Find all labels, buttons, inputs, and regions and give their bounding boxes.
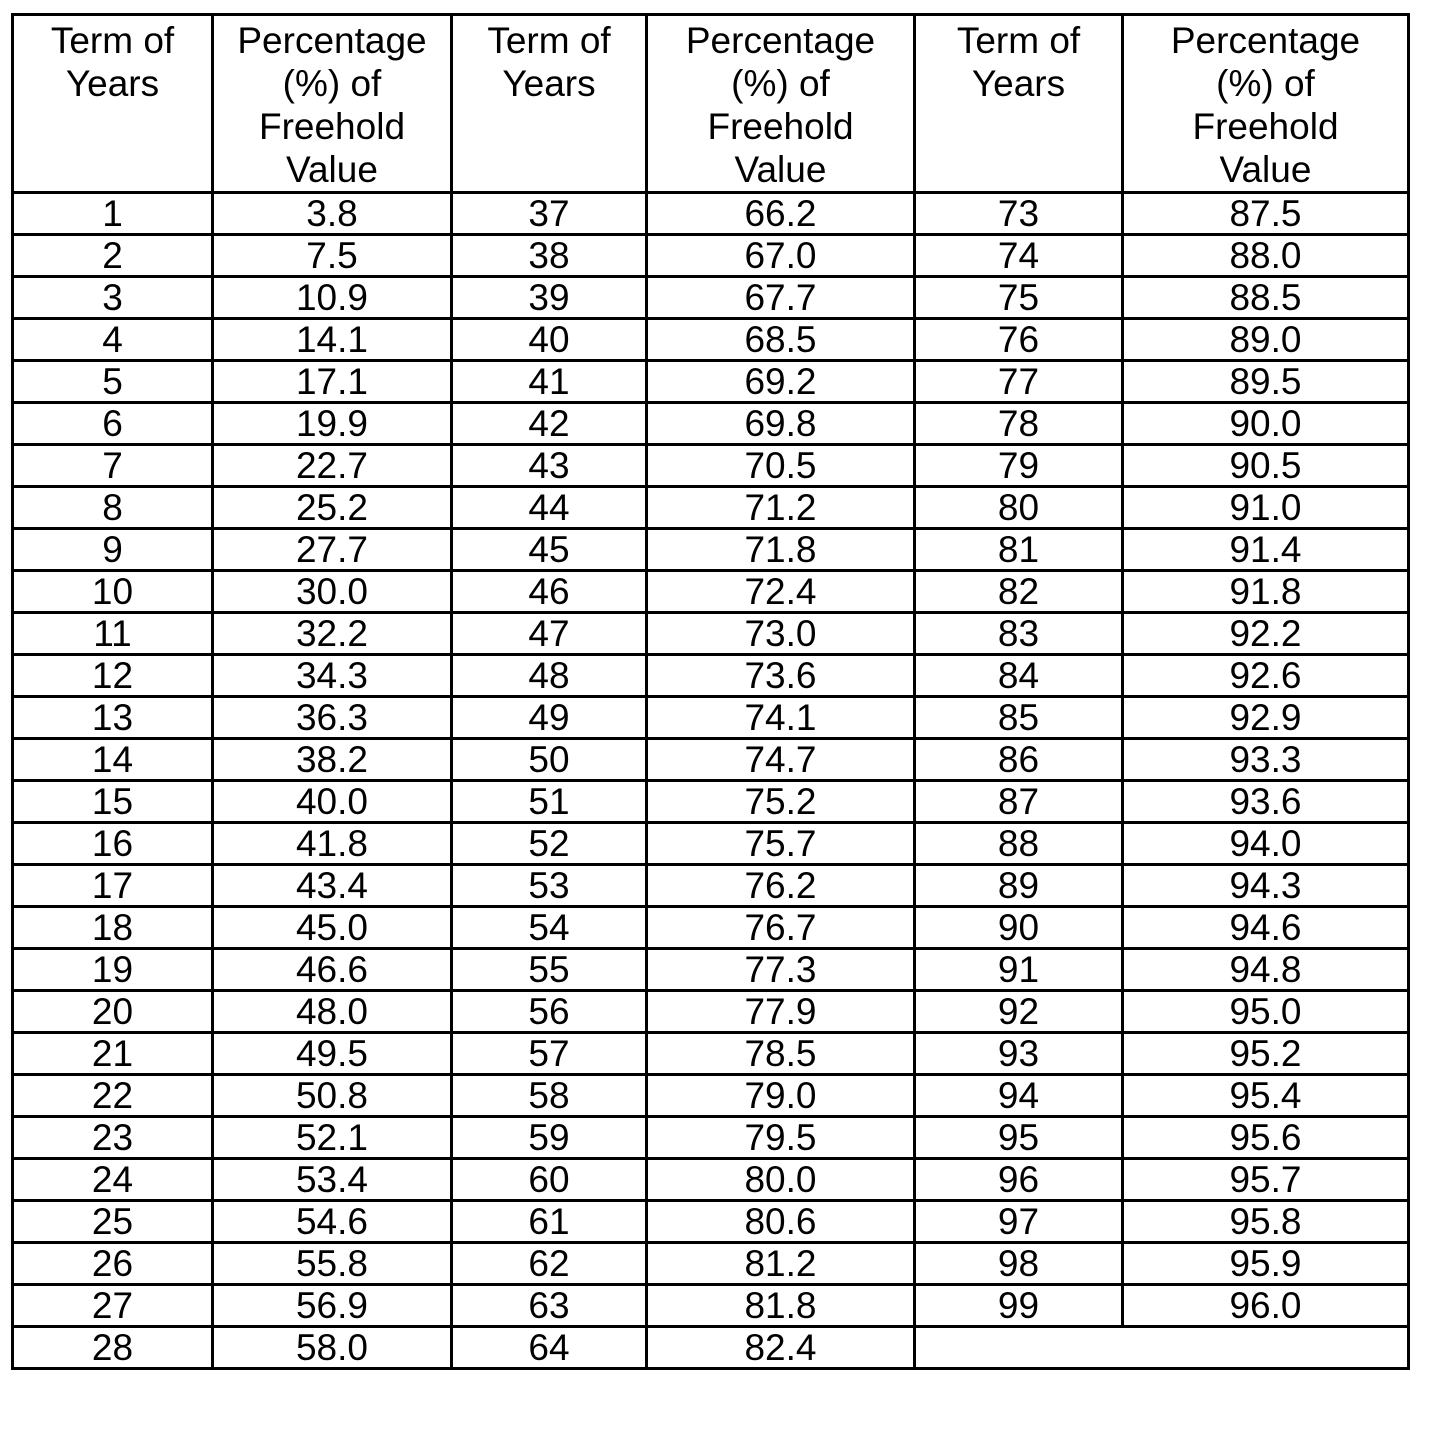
- percentage-cell: 89.0: [1123, 319, 1409, 361]
- header-line: Freehold: [707, 106, 854, 147]
- term-cell: 39: [452, 277, 647, 319]
- percentage-cell: 56.9: [213, 1285, 452, 1327]
- table-row: [13, 1243, 1409, 1285]
- term-cell: 23: [13, 1117, 213, 1159]
- term-cell: 5: [13, 361, 213, 403]
- header-line: Freehold: [1192, 106, 1339, 147]
- table-row: [13, 697, 1409, 739]
- percentage-cell: 90.0: [1123, 403, 1409, 445]
- percentage-cell: 76.2: [647, 865, 915, 907]
- header-line: Years: [502, 63, 596, 104]
- term-cell: 87: [915, 781, 1123, 823]
- percentage-cell: 74.1: [647, 697, 915, 739]
- percentage-cell: 81.8: [647, 1285, 915, 1327]
- percentage-cell: 94.8: [1123, 949, 1409, 991]
- percentage-cell: 94.6: [1123, 907, 1409, 949]
- table-row: [13, 823, 1409, 865]
- percentage-cell: 43.4: [213, 865, 452, 907]
- column-header-percentage-of-freehold-value: [1123, 15, 1409, 193]
- term-cell: 43: [452, 445, 647, 487]
- term-cell: 76: [915, 319, 1123, 361]
- term-cell: 4: [13, 319, 213, 361]
- percentage-cell: 88.5: [1123, 277, 1409, 319]
- term-cell: 21: [13, 1033, 213, 1075]
- term-cell: 86: [915, 739, 1123, 781]
- percentage-cell: 41.8: [213, 823, 452, 865]
- percentage-cell: 10.9: [213, 277, 452, 319]
- percentage-cell: 93.3: [1123, 739, 1409, 781]
- percentage-cell: 92.6: [1123, 655, 1409, 697]
- term-cell: 40: [452, 319, 647, 361]
- percentage-cell: 14.1: [213, 319, 452, 361]
- percentage-cell: 95.0: [1123, 991, 1409, 1033]
- table-row: [13, 193, 1409, 235]
- header-line: Years: [971, 63, 1066, 104]
- term-cell: 82: [915, 571, 1123, 613]
- percentage-cell: 80.6: [647, 1201, 915, 1243]
- column-header-percentage-of-freehold-value: [213, 15, 452, 193]
- percentage-cell: 73.6: [647, 655, 915, 697]
- percentage-cell: 94.3: [1123, 865, 1409, 907]
- term-cell: 27: [13, 1285, 213, 1327]
- term-cell: 42: [452, 403, 647, 445]
- term-cell: 38: [452, 235, 647, 277]
- table-row: [13, 319, 1409, 361]
- percentage-cell: 25.2: [213, 487, 452, 529]
- term-cell: 59: [452, 1117, 647, 1159]
- table-row: [13, 235, 1409, 277]
- percentage-cell: 22.7: [213, 445, 452, 487]
- term-cell: 74: [915, 235, 1123, 277]
- column-header-term-of-years: [915, 15, 1123, 193]
- term-cell: 26: [13, 1243, 213, 1285]
- header-line: Term of: [956, 20, 1081, 61]
- percentage-cell: 95.9: [1123, 1243, 1409, 1285]
- percentage-cell: 90.5: [1123, 445, 1409, 487]
- percentage-cell: 38.2: [213, 739, 452, 781]
- percentage-cell: 52.1: [213, 1117, 452, 1159]
- term-cell: 79: [915, 445, 1123, 487]
- term-cell: 83: [915, 613, 1123, 655]
- percentage-cell: 68.5: [647, 319, 915, 361]
- table-row: [13, 865, 1409, 907]
- percentage-cell: 71.2: [647, 487, 915, 529]
- column-header-percentage-of-freehold-value: [647, 15, 915, 193]
- term-cell: 95: [915, 1117, 1123, 1159]
- table-row: [13, 1285, 1409, 1327]
- header-line: Term of: [50, 20, 175, 61]
- term-cell: 50: [452, 739, 647, 781]
- table-body: [13, 193, 1409, 1369]
- column-header-term-of-years: [13, 15, 213, 193]
- term-cell: 91: [915, 949, 1123, 991]
- percentage-cell: 76.7: [647, 907, 915, 949]
- term-cell: 99: [915, 1285, 1123, 1327]
- percentage-cell: 55.8: [213, 1243, 452, 1285]
- term-cell: 77: [915, 361, 1123, 403]
- term-cell: 41: [452, 361, 647, 403]
- table-row: [13, 403, 1409, 445]
- term-cell: 24: [13, 1159, 213, 1201]
- column-header-term-of-years: [452, 15, 647, 193]
- percentage-cell: 58.0: [213, 1327, 452, 1369]
- term-cell: 18: [13, 907, 213, 949]
- percentage-cell: 91.0: [1123, 487, 1409, 529]
- percentage-cell: 27.7: [213, 529, 452, 571]
- table-row: [13, 529, 1409, 571]
- term-cell: 63: [452, 1285, 647, 1327]
- header-line: (%) of: [731, 63, 830, 104]
- percentage-cell: 94.0: [1123, 823, 1409, 865]
- percentage-cell: 82.4: [647, 1327, 915, 1369]
- freehold-value-table: [11, 13, 1410, 1370]
- header-line: Value: [1219, 149, 1312, 190]
- table-row: [13, 1033, 1409, 1075]
- percentage-cell: 48.0: [213, 991, 452, 1033]
- percentage-cell: 7.5: [213, 235, 452, 277]
- term-cell: 93: [915, 1033, 1123, 1075]
- term-cell: 85: [915, 697, 1123, 739]
- table-row: [13, 949, 1409, 991]
- term-cell: 60: [452, 1159, 647, 1201]
- term-cell: 92: [915, 991, 1123, 1033]
- percentage-cell: 78.5: [647, 1033, 915, 1075]
- term-cell: 8: [13, 487, 213, 529]
- header-line: Percentage: [685, 20, 876, 61]
- header-line: Freehold: [258, 106, 406, 147]
- percentage-cell: 77.3: [647, 949, 915, 991]
- term-cell: 73: [915, 193, 1123, 235]
- term-cell: 2: [13, 235, 213, 277]
- percentage-cell: 72.4: [647, 571, 915, 613]
- percentage-cell: 19.9: [213, 403, 452, 445]
- percentage-cell: 46.6: [213, 949, 452, 991]
- term-cell: 16: [13, 823, 213, 865]
- percentage-cell: 77.9: [647, 991, 915, 1033]
- table-row: [13, 1159, 1409, 1201]
- term-cell: 55: [452, 949, 647, 991]
- term-cell: 78: [915, 403, 1123, 445]
- term-cell: 9: [13, 529, 213, 571]
- table-row: [13, 277, 1409, 319]
- term-cell: 17: [13, 865, 213, 907]
- percentage-cell: 91.4: [1123, 529, 1409, 571]
- table-row: [13, 613, 1409, 655]
- term-cell: 81: [915, 529, 1123, 571]
- table-row: [13, 1117, 1409, 1159]
- percentage-cell: 75.2: [647, 781, 915, 823]
- empty-cell: [915, 1327, 1409, 1369]
- term-cell: 53: [452, 865, 647, 907]
- table-row: [13, 1201, 1409, 1243]
- percentage-cell: 34.3: [213, 655, 452, 697]
- table-row: [13, 571, 1409, 613]
- percentage-cell: 66.2: [647, 193, 915, 235]
- term-cell: 45: [452, 529, 647, 571]
- term-cell: 48: [452, 655, 647, 697]
- term-cell: 13: [13, 697, 213, 739]
- percentage-cell: 96.0: [1123, 1285, 1409, 1327]
- term-cell: 58: [452, 1075, 647, 1117]
- term-cell: 49: [452, 697, 647, 739]
- percentage-cell: 36.3: [213, 697, 452, 739]
- term-cell: 37: [452, 193, 647, 235]
- percentage-cell: 91.8: [1123, 571, 1409, 613]
- percentage-cell: 92.9: [1123, 697, 1409, 739]
- percentage-cell: 69.8: [647, 403, 915, 445]
- term-cell: 44: [452, 487, 647, 529]
- table-row: [13, 487, 1409, 529]
- table-row: [13, 739, 1409, 781]
- percentage-cell: 87.5: [1123, 193, 1409, 235]
- percentage-cell: 54.6: [213, 1201, 452, 1243]
- header-line: Years: [65, 63, 160, 104]
- table-row: [13, 991, 1409, 1033]
- percentage-cell: 40.0: [213, 781, 452, 823]
- header-line: Value: [734, 149, 827, 190]
- term-cell: 3: [13, 277, 213, 319]
- table-row: [13, 907, 1409, 949]
- term-cell: 64: [452, 1327, 647, 1369]
- term-cell: 61: [452, 1201, 647, 1243]
- header-line: (%) of: [1216, 63, 1315, 104]
- percentage-cell: 95.7: [1123, 1159, 1409, 1201]
- percentage-cell: 32.2: [213, 613, 452, 655]
- term-cell: 6: [13, 403, 213, 445]
- percentage-cell: 80.0: [647, 1159, 915, 1201]
- header-row: [13, 15, 1409, 193]
- percentage-cell: 70.5: [647, 445, 915, 487]
- percentage-cell: 50.8: [213, 1075, 452, 1117]
- percentage-cell: 95.2: [1123, 1033, 1409, 1075]
- percentage-cell: 93.6: [1123, 781, 1409, 823]
- term-cell: 97: [915, 1201, 1123, 1243]
- table-row: [13, 361, 1409, 403]
- term-cell: 47: [452, 613, 647, 655]
- percentage-cell: 67.7: [647, 277, 915, 319]
- table-row: [13, 1075, 1409, 1117]
- percentage-cell: 67.0: [647, 235, 915, 277]
- percentage-cell: 95.6: [1123, 1117, 1409, 1159]
- percentage-cell: 74.7: [647, 739, 915, 781]
- term-cell: 57: [452, 1033, 647, 1075]
- header-line: Percentage: [237, 20, 427, 61]
- term-cell: 20: [13, 991, 213, 1033]
- term-cell: 80: [915, 487, 1123, 529]
- percentage-cell: 79.0: [647, 1075, 915, 1117]
- percentage-cell: 71.8: [647, 529, 915, 571]
- percentage-cell: 45.0: [213, 907, 452, 949]
- term-cell: 11: [13, 613, 213, 655]
- term-cell: 7: [13, 445, 213, 487]
- header-line: Term of: [487, 20, 611, 61]
- percentage-cell: 69.2: [647, 361, 915, 403]
- percentage-cell: 92.2: [1123, 613, 1409, 655]
- term-cell: 46: [452, 571, 647, 613]
- table-row: [13, 655, 1409, 697]
- percentage-cell: 81.2: [647, 1243, 915, 1285]
- percentage-cell: 88.0: [1123, 235, 1409, 277]
- term-cell: 89: [915, 865, 1123, 907]
- term-cell: 51: [452, 781, 647, 823]
- term-cell: 10: [13, 571, 213, 613]
- percentage-cell: 79.5: [647, 1117, 915, 1159]
- table-row-partial: [13, 1327, 1409, 1369]
- percentage-cell: 17.1: [213, 361, 452, 403]
- term-cell: 15: [13, 781, 213, 823]
- percentage-cell: 49.5: [213, 1033, 452, 1075]
- percentage-cell: 3.8: [213, 193, 452, 235]
- term-cell: 54: [452, 907, 647, 949]
- term-cell: 98: [915, 1243, 1123, 1285]
- term-cell: 14: [13, 739, 213, 781]
- term-cell: 22: [13, 1075, 213, 1117]
- percentage-cell: 75.7: [647, 823, 915, 865]
- term-cell: 25: [13, 1201, 213, 1243]
- term-cell: 28: [13, 1327, 213, 1369]
- term-cell: 84: [915, 655, 1123, 697]
- term-cell: 52: [452, 823, 647, 865]
- term-cell: 19: [13, 949, 213, 991]
- percentage-cell: 89.5: [1123, 361, 1409, 403]
- percentage-cell: 95.8: [1123, 1201, 1409, 1243]
- percentage-cell: 30.0: [213, 571, 452, 613]
- term-cell: 88: [915, 823, 1123, 865]
- table-row: [13, 445, 1409, 487]
- header-line: (%) of: [282, 63, 382, 104]
- percentage-cell: 53.4: [213, 1159, 452, 1201]
- term-cell: 90: [915, 907, 1123, 949]
- header-line: Value: [286, 149, 378, 190]
- term-cell: 94: [915, 1075, 1123, 1117]
- term-cell: 75: [915, 277, 1123, 319]
- term-cell: 1: [13, 193, 213, 235]
- term-cell: 12: [13, 655, 213, 697]
- percentage-cell: 73.0: [647, 613, 915, 655]
- term-cell: 96: [915, 1159, 1123, 1201]
- term-cell: 62: [452, 1243, 647, 1285]
- table-row: [13, 781, 1409, 823]
- term-cell: 56: [452, 991, 647, 1033]
- percentage-cell: 95.4: [1123, 1075, 1409, 1117]
- header-line: Percentage: [1170, 20, 1361, 61]
